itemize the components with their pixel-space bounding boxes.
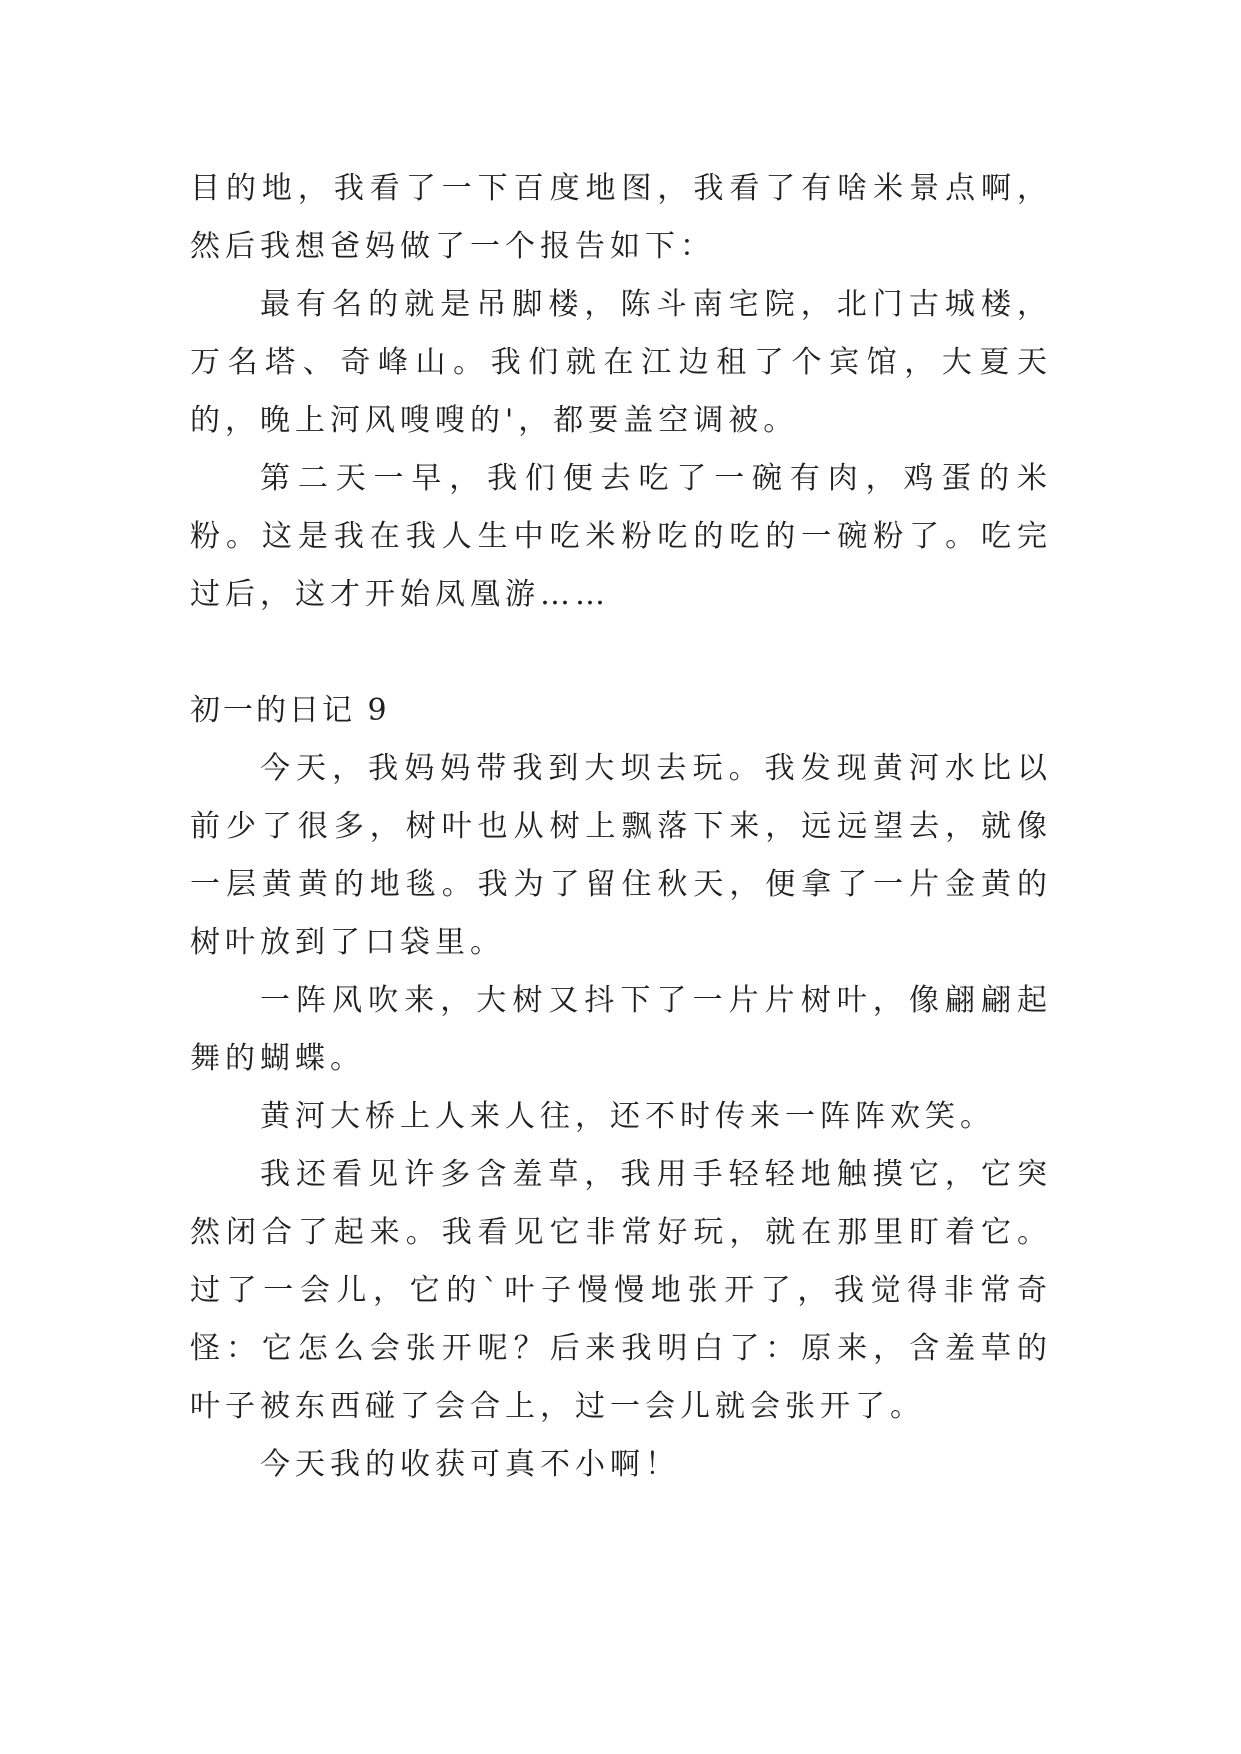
document-body xyxy=(190,160,1052,1494)
paragraph-mimosa: 我还看见许多含羞草，我用手轻轻地触摸它，它突然闭合了起来。我看见它非常好玩，就在那里盯着它。过了一会儿，它的`叶子慢慢地张开了，我觉得非常奇怪：它怎么会张开呢？后来我明白了：原来，含羞草的叶子被东西碰了会合上，过一会儿就会张开了。 xyxy=(190,1157,1052,1424)
paragraph-bridge: 黄河大桥上人来人往，还不时传来一阵阵欢笑。 xyxy=(260,1099,995,1134)
paragraph-continuation: 目的地，我看了一下百度地图，我看了有啥米景点啊，然后我想爸妈做了一个报告如下： xyxy=(190,171,1052,264)
paragraph-second-day: 第二天一早，我们便去吃了一碗有肉，鸡蛋的米粉。这是我在我人生中吃米粉吃的吃的一碗粉了。吃完过后，这才开始凤凰游…… xyxy=(190,461,1052,612)
paragraph-wind: 一阵风吹来，大树又抖下了一片片树叶，像翩翩起舞的蝴蝶。 xyxy=(190,983,1052,1076)
section-title: 初一的日记 9 xyxy=(190,693,390,728)
paragraph-conclusion: 今天我的收获可真不小啊！ xyxy=(260,1447,680,1482)
paragraph-attractions: 最有名的就是吊脚楼，陈斗南宅院，北门古城楼，万名塔、奇峰山。我们就在江边租了个宾馆，大夏天的，晚上河风嗖嗖的'，都要盖空调被。 xyxy=(190,287,1052,438)
paragraph-dam-visit: 今天，我妈妈带我到大坝去玩。我发现黄河水比以前少了很多，树叶也从树上飘落下来，远远望去，就像一层黄黄的地毯。我为了留住秋天，便拿了一片金黄的树叶放到了口袋里。 xyxy=(190,751,1052,960)
